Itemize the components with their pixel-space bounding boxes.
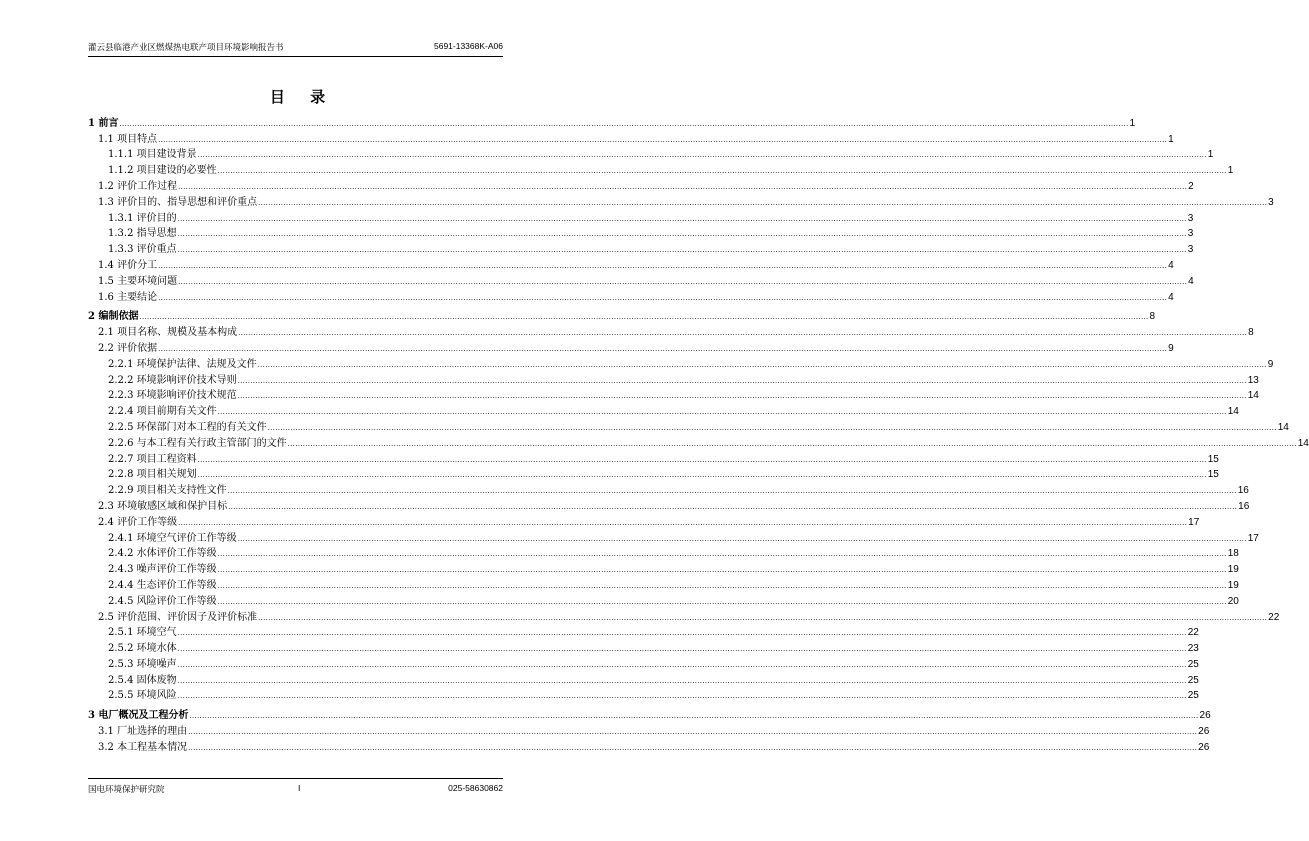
toc-leader-dots: ................................................................................................................................................................................................................................................................................................................................................................................................................ [287,438,1297,448]
toc-leader-dots: ................................................................................................................................................................................................................................................................................................................................................................................................................ [177,245,1187,255]
toc-entry-page: 18 [1227,548,1239,560]
toc-entry-page: 19 [1227,564,1239,576]
toc-entry-page: 22 [1268,611,1280,623]
toc-entry-label: 2.2.6 与本工程有关行政主管部门的文件 [108,437,287,449]
toc-entry[interactable] [88,576,1239,592]
toc-entry[interactable] [88,402,1239,418]
toc-entry-page: 8 [1149,311,1156,323]
toc-leader-dots: ................................................................................................................................................................................................................................................................................................................................................................................................................ [158,134,1168,144]
toc-entry-label: 1.1.1 项目建设背景 [108,149,197,161]
toc-entry-label: 2.5.5 环境风险 [108,690,177,702]
toc-entry-page: 1 [1207,149,1214,161]
toc-entry-page: 1 [1129,117,1136,129]
toc-entry[interactable] [88,706,1211,722]
toc-leader-dots: ................................................................................................................................................................................................................................................................................................................................................................................................................ [139,312,1149,322]
toc-entry-page: 2 [1188,180,1194,192]
toc-leader-dots: ................................................................................................................................................................................................................................................................................................................................................................................................................ [158,260,1168,270]
toc-entry[interactable] [88,418,1289,434]
toc-entry[interactable] [88,434,1309,450]
toc-leader-dots: ................................................................................................................................................................................................................................................................................................................................................................................................................ [217,166,1227,176]
toc-entry-label: 2.2.3 环境影响评价技术规范 [108,390,237,402]
toc-leader-dots: ................................................................................................................................................................................................................................................................................................................................................................................................................ [257,359,1267,369]
toc-leader-dots: ................................................................................................................................................................................................................................................................................................................................................................................................................ [158,292,1168,302]
toc-leader-dots: ................................................................................................................................................................................................................................................................................................................................................................................................................ [177,675,1187,685]
toc-entry-page: 20 [1227,595,1239,607]
toc-entry-page: 4 [1168,291,1174,303]
toc-leader-dots: ................................................................................................................................................................................................................................................................................................................................................................................................................ [178,181,1188,191]
toc-entry-label: 1.2 评价工作过程 [98,180,178,192]
toc-entry-label: 2.5.4 固体废物 [108,674,177,686]
toc-entry[interactable] [88,193,1274,209]
toc-entry-page: 9 [1168,342,1174,354]
toc-entry[interactable] [88,323,1254,339]
toc-entry[interactable] [88,450,1219,466]
toc-entry-label: 2.5.1 环境空气 [108,627,177,639]
toc-entry[interactable] [88,177,1194,193]
toc-entry-page: 14 [1277,421,1289,433]
toc-entry[interactable] [88,288,1174,304]
toc-entry[interactable] [88,355,1274,371]
toc-leader-dots: ................................................................................................................................................................................................................................................................................................................................................................................................................ [158,343,1168,353]
toc-leader-dots: ................................................................................................................................................................................................................................................................................................................................................................................................................ [217,565,1227,575]
toc-entry-label: 3.2 本工程基本情况 [98,741,188,753]
toc-entry-page: 25 [1187,674,1199,686]
toc-leader-dots: ................................................................................................................................................................................................................................................................................................................................................................................................................ [178,276,1188,286]
toc-entry-label: 2.2.8 项目相关规划 [108,469,197,481]
toc-entry-label: 3 电厂概况及工程分析 [88,710,189,722]
toc-leader-dots: ................................................................................................................................................................................................................................................................................................................................................................................................................ [267,422,1277,432]
toc-leader-dots: ................................................................................................................................................................................................................................................................................................................................................................................................................ [197,150,1207,160]
toc-entry-page: 3 [1187,212,1194,224]
toc-leader-dots: ................................................................................................................................................................................................................................................................................................................................................................................................................ [188,742,1198,752]
toc-entry-page: 3 [1187,228,1194,240]
toc-entry-page: 13 [1247,374,1259,386]
toc-entry[interactable] [88,466,1219,482]
toc-leader-dots: ................................................................................................................................................................................................................................................................................................................................................................................................................ [217,580,1227,590]
toc-entry-page: 16 [1238,500,1250,512]
toc-entry-label: 2.4 评价工作等级 [98,516,178,528]
toc-entry[interactable] [88,161,1234,177]
toc-entry-page: 26 [1199,710,1211,722]
toc-entry-label: 1.1 项目特点 [98,133,158,145]
toc-entry[interactable] [88,240,1194,256]
toc-entry[interactable] [88,738,1210,754]
toc-leader-dots: ................................................................................................................................................................................................................................................................................................................................................................................................................ [237,391,1247,401]
toc-entry-page: 14 [1297,437,1309,449]
toc-entry-label: 2.4.3 噪声评价工作等级 [108,564,217,576]
toc-entry-page: 17 [1188,516,1200,528]
toc-entry-page: 15 [1207,453,1219,465]
toc-entry-page: 4 [1168,259,1174,271]
toc-leader-dots: ................................................................................................................................................................................................................................................................................................................................................................................................................ [177,644,1187,654]
toc-leader-dots: ................................................................................................................................................................................................................................................................................................................................................................................................................ [228,501,1238,511]
toc-entry-label: 1.6 主要结论 [98,291,158,303]
toc-entry[interactable] [88,687,1199,703]
toc-entry[interactable] [88,624,1199,640]
toc-entry-label: 2.2.5 环保部门对本工程的有关文件 [108,421,267,433]
toc-entry[interactable] [88,209,1194,225]
toc-leader-dots: ................................................................................................................................................................................................................................................................................................................................................................................................................ [177,691,1187,701]
toc-entry-page: 15 [1207,469,1219,481]
toc-leader-dots: ................................................................................................................................................................................................................................................................................................................................................................................................................ [237,375,1247,385]
toc-entry-page: 8 [1248,327,1254,339]
toc-entry[interactable] [88,639,1199,655]
toc-entry[interactable] [88,655,1199,671]
page-footer [88,778,503,795]
toc-entry-label: 3.1 厂址选择的理由 [98,726,188,738]
header-document-number: 5691-13368K-A06 [433,41,503,51]
toc-entry[interactable] [88,387,1259,403]
toc-entry-label: 1.3.3 评价重点 [108,244,177,256]
toc-entry-label: 1.3.2 指导思想 [108,228,177,240]
toc-entry[interactable] [88,608,1280,624]
toc-leader-dots: ................................................................................................................................................................................................................................................................................................................................................................................................................ [119,118,1129,128]
toc-entry-page: 4 [1188,275,1194,287]
toc-entry-page: 1 [1227,165,1234,177]
toc-leader-dots: ................................................................................................................................................................................................................................................................................................................................................................................................................ [258,197,1268,207]
toc-leader-dots: ................................................................................................................................................................................................................................................................................................................................................................................................................ [177,229,1187,239]
toc-entry[interactable] [88,130,1174,146]
toc-entry-page: 1 [1168,133,1174,145]
toc-entry-page: 26 [1198,741,1210,753]
toc-entry-page: 14 [1247,390,1259,402]
page-header [88,38,503,57]
toc-entry[interactable] [88,371,1259,387]
toc-entry-page: 19 [1227,579,1239,591]
footer-phone: 025-58630862 [448,783,503,793]
toc-entry-page: 26 [1198,726,1210,738]
toc-entry-label: 2.1 项目名称、规模及基本构成 [98,327,238,339]
toc-leader-dots: ................................................................................................................................................................................................................................................................................................................................................................................................................ [258,612,1268,622]
toc-entry[interactable] [88,225,1194,241]
toc-entry-page: 14 [1227,406,1239,418]
toc-entry-label: 1.4 评价分工 [98,259,158,271]
footer-page-number: I [298,783,301,793]
toc-entry-page: 9 [1267,358,1274,370]
toc-entry-label: 2.4.2 水体评价工作等级 [108,548,217,560]
toc-entry[interactable] [88,146,1214,162]
toc-entry-label: 1.1.2 项目建设的必要性 [108,165,217,177]
toc-entry-label: 1.5 主要环境问题 [98,275,178,287]
toc-entry[interactable] [88,545,1239,561]
toc-entry-page: 16 [1237,485,1249,497]
toc-entry[interactable] [88,497,1250,513]
page-title: 目 录 [269,88,336,106]
toc-entry[interactable] [88,529,1259,545]
toc-leader-dots: ................................................................................................................................................................................................................................................................................................................................................................................................................ [197,470,1207,480]
toc-entry-label: 2.4.5 风险评价工作等级 [108,595,217,607]
toc-entry[interactable] [88,114,1136,130]
toc-entry[interactable] [88,339,1174,355]
toc-leader-dots: ................................................................................................................................................................................................................................................................................................................................................................................................................ [177,628,1187,638]
toc-leader-dots: ................................................................................................................................................................................................................................................................................................................................................................................................................ [189,711,1199,721]
toc-entry-page: 23 [1187,643,1199,655]
toc-entry-label: 2.5.3 环境噪声 [108,658,177,670]
toc-leader-dots: ................................................................................................................................................................................................................................................................................................................................................................................................................ [188,727,1198,737]
toc-leader-dots: ................................................................................................................................................................................................................................................................................................................................................................................................................ [197,454,1207,464]
table-of-contents [88,114,1309,754]
header-report-title: 灌云县临港产业区燃煤热电联产项目环境影响报告书 [88,43,284,53]
toc-entry-label: 2.2.7 项目工程资料 [108,453,197,465]
toc-entry-label: 1 前言 [88,117,119,129]
toc-entry-page: 22 [1187,627,1199,639]
toc-leader-dots: ................................................................................................................................................................................................................................................................................................................................................................................................................ [177,213,1187,223]
toc-entry[interactable] [88,560,1239,576]
toc-entry-label: 2.5 评价范围、评价因子及评价标准 [98,611,258,623]
toc-entry-label: 2.2.2 环境影响评价技术导则 [108,374,237,386]
toc-entry-label: 2.2.4 项目前期有关文件 [108,406,217,418]
toc-entry[interactable] [88,256,1174,272]
toc-entry[interactable] [88,592,1239,608]
toc-entry-label: 2.4.4 生态评价工作等级 [108,579,217,591]
toc-entry-label: 1.3 评价目的、指导思想和评价重点 [98,196,258,208]
toc-entry[interactable] [88,308,1156,324]
toc-entry-page: 17 [1247,532,1259,544]
toc-entry-label: 2 编制依据 [88,311,139,323]
toc-entry[interactable] [88,513,1200,529]
footer-institute: 国电环境保护研究院 [88,785,165,795]
toc-entry-label: 2.2.1 环境保护法律、法规及文件 [108,358,257,370]
toc-entry[interactable] [88,272,1194,288]
toc-entry[interactable] [88,481,1249,497]
toc-leader-dots: ................................................................................................................................................................................................................................................................................................................................................................................................................ [227,486,1237,496]
toc-entry-page: 3 [1187,244,1194,256]
toc-entry-page: 25 [1187,690,1199,702]
toc-entry[interactable] [88,671,1199,687]
toc-leader-dots: ................................................................................................................................................................................................................................................................................................................................................................................................................ [217,596,1227,606]
toc-entry-label: 2.4.1 环境空气评价工作等级 [108,532,237,544]
toc-entry-label: 2.5.2 环境水体 [108,643,177,655]
toc-entry-page: 3 [1268,196,1274,208]
toc-leader-dots: ................................................................................................................................................................................................................................................................................................................................................................................................................ [237,533,1247,543]
toc-leader-dots: ................................................................................................................................................................................................................................................................................................................................................................................................................ [217,549,1227,559]
toc-leader-dots: ................................................................................................................................................................................................................................................................................................................................................................................................................ [177,659,1187,669]
toc-entry-label: 1.3.1 评价目的 [108,212,177,224]
toc-leader-dots: ................................................................................................................................................................................................................................................................................................................................................................................................................ [217,407,1227,417]
toc-entry-label: 2.2.9 项目相关支持性文件 [108,485,227,497]
toc-leader-dots: ................................................................................................................................................................................................................................................................................................................................................................................................................ [178,517,1188,527]
toc-entry-page: 25 [1187,658,1199,670]
toc-entry-label: 2.2 评价依据 [98,342,158,354]
toc-entry[interactable] [88,722,1210,738]
toc-leader-dots: ................................................................................................................................................................................................................................................................................................................................................................................................................ [238,328,1248,338]
toc-entry-label: 2.3 环境敏感区域和保护目标 [98,500,228,512]
